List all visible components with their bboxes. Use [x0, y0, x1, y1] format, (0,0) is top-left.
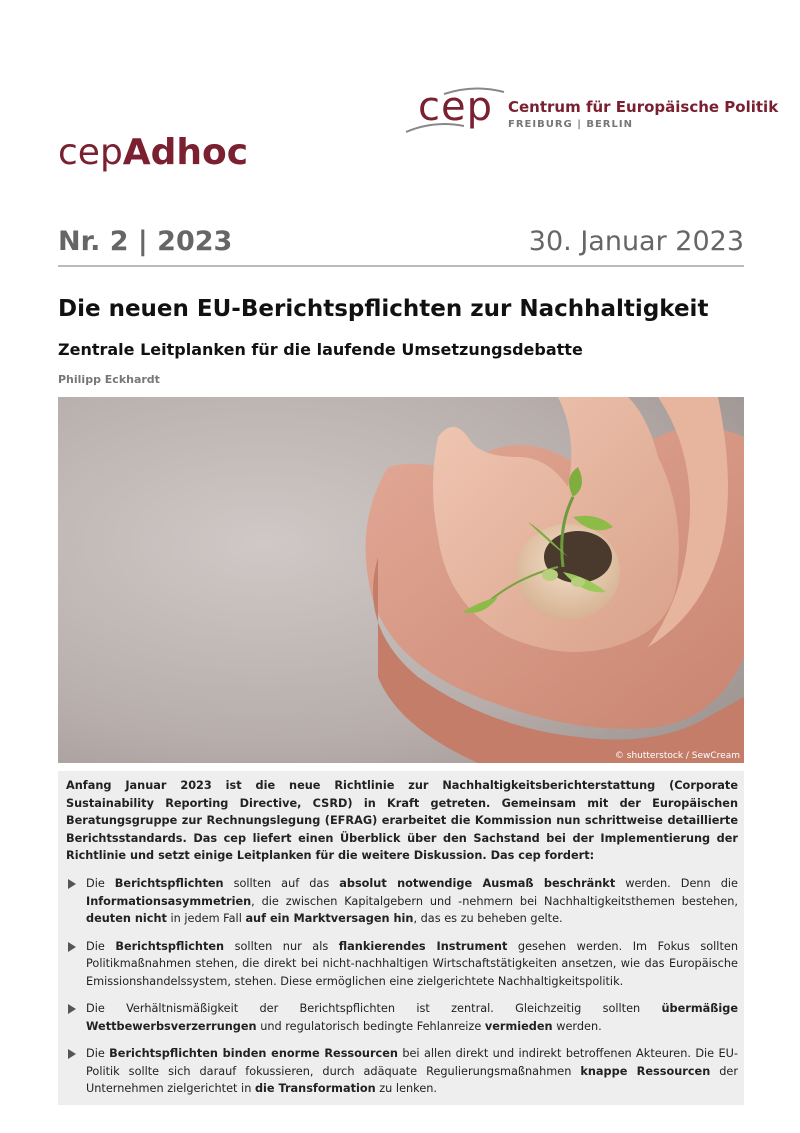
demands-list	[66, 875, 738, 1108]
cep-logo	[404, 84, 779, 144]
document-title: Die neuen EU-Berichtspflichten zur Nachhaltigkeit	[58, 296, 709, 322]
hands-seedling-image	[58, 397, 744, 763]
logo-wordmark: cep	[418, 84, 493, 130]
bold-text: Informationsasymmetrien	[86, 894, 252, 908]
bold-text: flankierendes Instrument	[338, 939, 508, 953]
text: Die	[86, 1047, 110, 1060]
triangle-bullet-icon	[68, 1004, 76, 1014]
header-divider	[58, 265, 744, 267]
text: in jedem Fall	[166, 912, 246, 925]
issue-date: 30. Januar 2023	[528, 226, 744, 257]
triangle-bullet-icon	[68, 942, 76, 952]
text: der Unternehmen zielgerichtet in	[86, 1064, 739, 1095]
bold-text: Berichtspflichten binden enorme Ressourcen	[109, 1047, 398, 1060]
bold-text: auf ein Marktversagen hin	[245, 912, 414, 925]
text: sollten auf das	[223, 877, 340, 890]
text: , das es zu beheben gelte.	[413, 912, 563, 925]
text: und regulatorisch bedingte Fehlanreize	[256, 1019, 485, 1033]
series-title	[58, 132, 248, 173]
triangle-bullet-icon	[68, 1049, 76, 1059]
logo-organization: Centrum für Europäische Politik	[508, 98, 779, 116]
list-item	[66, 1000, 738, 1035]
bold-text: Berichtspflichten	[115, 939, 225, 953]
summary-box	[58, 771, 744, 1105]
text: zu lenken.	[375, 1082, 438, 1095]
text: bei allen direkt und indirekt betroffenen Akteuren. Die EU-Politik sollte sich darauf fokussieren, durch adäquate Regulierungsmaßnahmen	[86, 1047, 738, 1078]
bold-text: absolut notwendige Ausmaß beschränkt	[339, 877, 616, 890]
logo-locations: FREIBURG | BERLIN	[508, 119, 633, 130]
photo-credit: © shutterstock / SewCream	[614, 751, 740, 761]
text: sollten nur als	[224, 939, 339, 953]
text: Die	[86, 877, 115, 890]
bold-text: deuten nicht	[86, 912, 167, 925]
text: Die Verhältnismäßigkeit der Berichtspflichten ist zentral. Gleichzeitig sollten	[86, 1002, 662, 1015]
bold-text: vermieden	[484, 1019, 553, 1033]
series-name: Adhoc	[122, 132, 249, 173]
bold-text: Berichtspflichten	[114, 877, 224, 890]
document-subtitle: Zentrale Leitplanken für die laufende Umsetzungsdebatte	[58, 340, 583, 359]
summary-intro: Anfang Januar 2023 ist die neue Richtlinie zur Nachhaltigkeitsberichterstattung (Corporate Sustainability Reporting Directive, CSRD) in Kraft getreten. Gemeinsam mit der Europäischen Beratungsgruppe zur Rechnungslegung (EFRAG) erarbeitet die Kommission nun schrittweise detaillierte Berichtsstandards. Das cep liefert einen Überblick über den Sachstand bei der Implementierung der Richtlinie und setzt einige Leitplanken für die weitere Diskussion. Das cep fordert:	[66, 779, 738, 862]
cover-photo	[58, 397, 744, 763]
text: gesehen werden. Im Fokus sollten Politikmaßnahmen stehen, die direkt bei nicht-nachhaltigen Wirtschaftstätigkeiten ansetzen, wie das Europäische Emissionshandelssystem, stehen. Diese ermöglichen eine zielgerichtete Nachhaltigkeitspolitik.	[86, 939, 738, 988]
bold-text: die Transformation	[254, 1082, 376, 1095]
bold-text: übermäßige Wettbewerbsverzerrungen	[86, 1002, 738, 1033]
document-author: Philipp Eckhardt	[58, 373, 160, 386]
triangle-bullet-icon	[68, 879, 76, 889]
list-item	[66, 938, 738, 991]
list-item	[66, 1045, 738, 1098]
list-item	[66, 875, 738, 928]
text: werden.	[552, 1019, 602, 1033]
text: Die	[86, 939, 116, 953]
text: , die zwischen Kapitalgebern und -nehmern bei Nachhaltigkeitsthemen bestehen,	[251, 894, 738, 908]
issue-number: Nr. 2 | 2023	[58, 226, 233, 257]
series-prefix: cep	[58, 132, 123, 173]
text: werden. Denn die	[615, 877, 738, 890]
bold-text: knappe Ressourcen	[580, 1064, 711, 1078]
